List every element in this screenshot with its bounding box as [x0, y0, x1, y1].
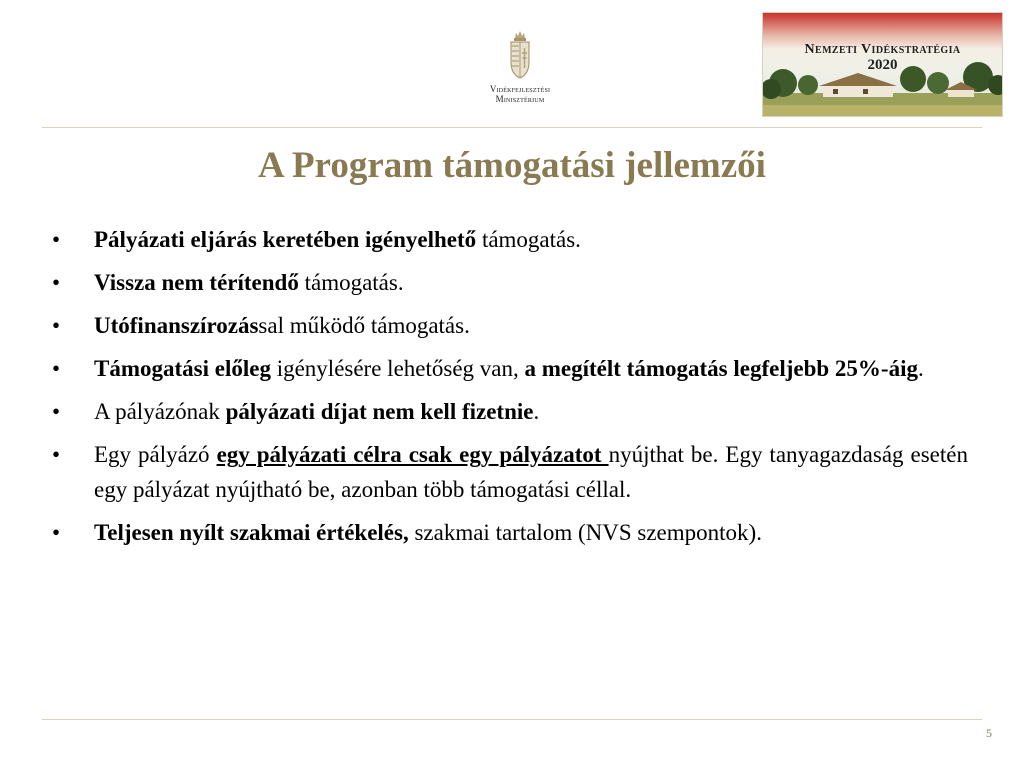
ministry-name-line1: Vidékfejlesztési — [489, 84, 551, 94]
bullet-marker: • — [52, 520, 61, 545]
bullet-text: Egy pályázó — [94, 442, 217, 467]
bullet-marker: • — [52, 270, 61, 295]
ministry-name-line2: Minisztérium — [495, 94, 545, 104]
bullet-marker: • — [52, 442, 61, 467]
bullet-item — [52, 394, 968, 429]
bullet-text-emphasis: Utófinanszírozás — [94, 313, 259, 338]
bullet-text: nyújthat be. Egy tanyagazdaság esetén egy pályázat nyújtható be, azonban több támogatási céllal. — [94, 442, 968, 502]
bullet-item — [52, 308, 968, 343]
banner-year: 2020 — [867, 57, 898, 73]
bullet-marker: • — [52, 313, 61, 338]
bullet-text: szakmai tartalom (NVS szempontok). — [408, 520, 762, 545]
bullet-text-emphasis: Vissza nem térítendő — [94, 270, 299, 295]
page-number: 5 — [986, 726, 992, 740]
hungarian-coat-of-arms-icon — [506, 26, 534, 82]
strategy-banner — [762, 12, 1003, 117]
bullet-text: támogatás. — [476, 227, 581, 252]
bullet-text-emphasis: egy pályázati célra csak egy pályázatot — [216, 442, 609, 467]
slide-title: A Program támogatási jellemzői — [258, 145, 766, 186]
bullet-text: sal működő támogatás. — [258, 313, 470, 338]
bullet-item — [52, 351, 968, 386]
bullet-text-emphasis: Teljesen nyílt szakmai értékelés, — [94, 520, 409, 545]
banner-title: Nemzeti Vidékstratégia — [804, 42, 961, 57]
bullet-text-emphasis: Pályázati eljárás keretében igényelhető — [94, 227, 477, 252]
bullet-item — [52, 515, 968, 550]
bullet-text-emphasis: Támogatási előleg — [94, 356, 271, 381]
bullet-list — [52, 222, 968, 558]
bullet-text: igénylésére lehetőség van, — [270, 356, 525, 381]
bullet-item — [52, 265, 968, 300]
bullet-marker: • — [52, 227, 61, 252]
footer-divider — [42, 719, 982, 720]
bullet-item — [52, 222, 968, 257]
bullet-text-emphasis: pályázati díjat nem kell fizetnie — [225, 399, 534, 424]
ministry-logo — [470, 26, 570, 116]
bullet-item — [52, 437, 968, 507]
bullet-text: . — [917, 356, 924, 381]
bullet-marker: • — [52, 356, 61, 381]
bullet-marker: • — [52, 399, 61, 424]
header-divider — [42, 127, 982, 128]
bullet-text: . — [533, 399, 540, 424]
bullet-text: támogatás. — [298, 270, 404, 295]
bullet-text-emphasis: a megítélt támogatás legfeljebb 25%-áig — [524, 356, 918, 381]
bullet-text: A pályázónak — [94, 399, 226, 424]
